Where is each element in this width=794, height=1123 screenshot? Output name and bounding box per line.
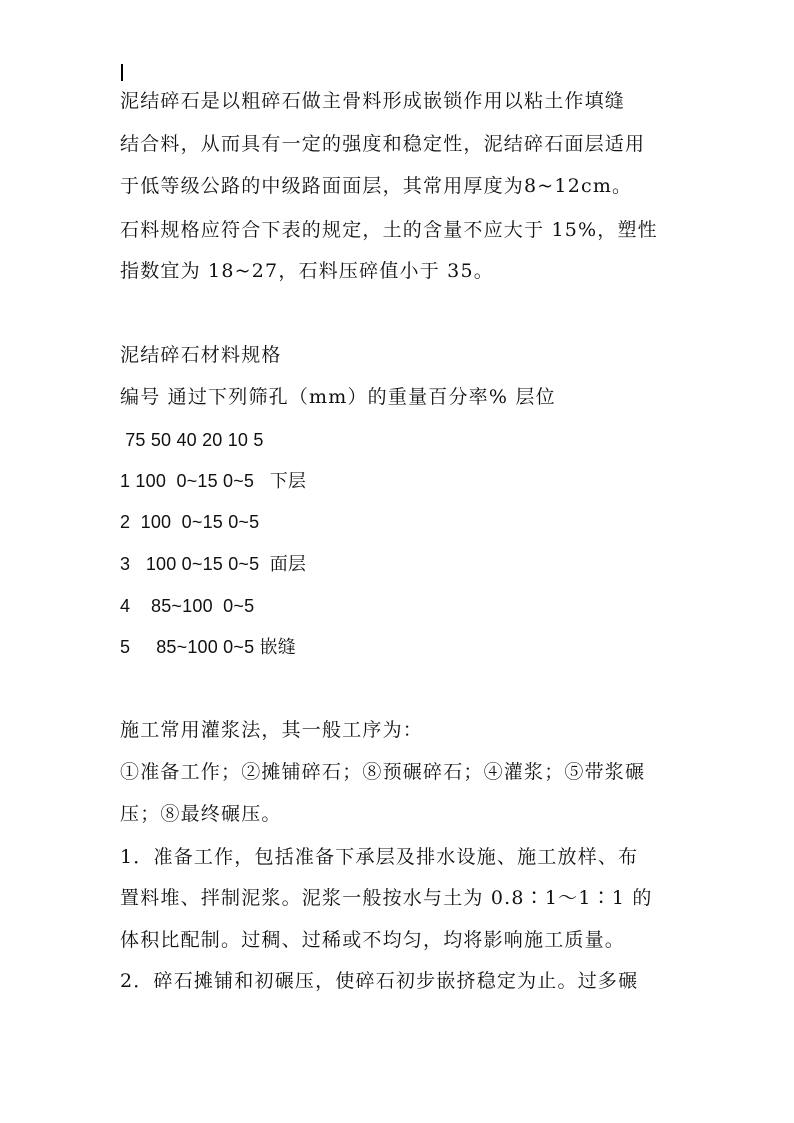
table-row: 3 100 0~15 0~5 面层 [120,554,307,574]
paragraph-line: 置料堆、拌制泥浆。泥浆一般按水与土为 0.8∶1～1∶1 的 [120,887,653,909]
paragraph-line: 石料规格应符合下表的规定，土的含量不应大于 15%，塑性 [120,219,658,241]
table-row: 4 85~100 0~5 [120,596,255,616]
text-cursor [121,64,123,81]
table-row: 1 100 0~15 0~5 下层 [120,471,307,491]
paragraph-line: 施工常用灌浆法，其一般工序为： [120,719,424,741]
paragraph-line: ①准备工作；②摊铺碎石；⑧预碾碎石；④灌浆；⑤带浆碾 [120,761,646,783]
paragraph-line: 指数宜为 18~27，石料压碎值小于 35。 [120,260,494,282]
paragraph-line: 体积比配制。过稠、过稀或不均匀，均将影响施工质量。 [120,929,626,951]
paragraph-line: 1．准备工作，包括准备下承层及排水设施、施工放样、布 [120,846,639,868]
paragraph-line: 泥结碎石是以粗碎石做主骨料形成嵌锁作用以粘土作填缝 [120,90,626,112]
paragraph-line: 2．碎石摊铺和初碾压，使碎石初步嵌挤稳定为止。过多碾 [120,970,639,992]
table-sieve-row: 75 50 40 20 10 5 [120,430,264,450]
table-row: 2 100 0~15 0~5 [120,512,260,532]
table-row: 5 85~100 0~5 嵌缝 [120,637,296,657]
table-title: 泥结碎石材料规格 [120,344,282,366]
table-header: 编号 通过下列筛孔（mm）的重量百分率% 层位 [120,386,556,408]
paragraph-line: 于低等级公路的中级路面面层，其常用厚度为8~12cm。 [120,175,633,197]
paragraph-line: 压；⑧最终碾压。 [120,803,282,825]
paragraph-line: 结合料，从而具有一定的强度和稳定性，泥结碎石面层适用 [120,133,646,155]
